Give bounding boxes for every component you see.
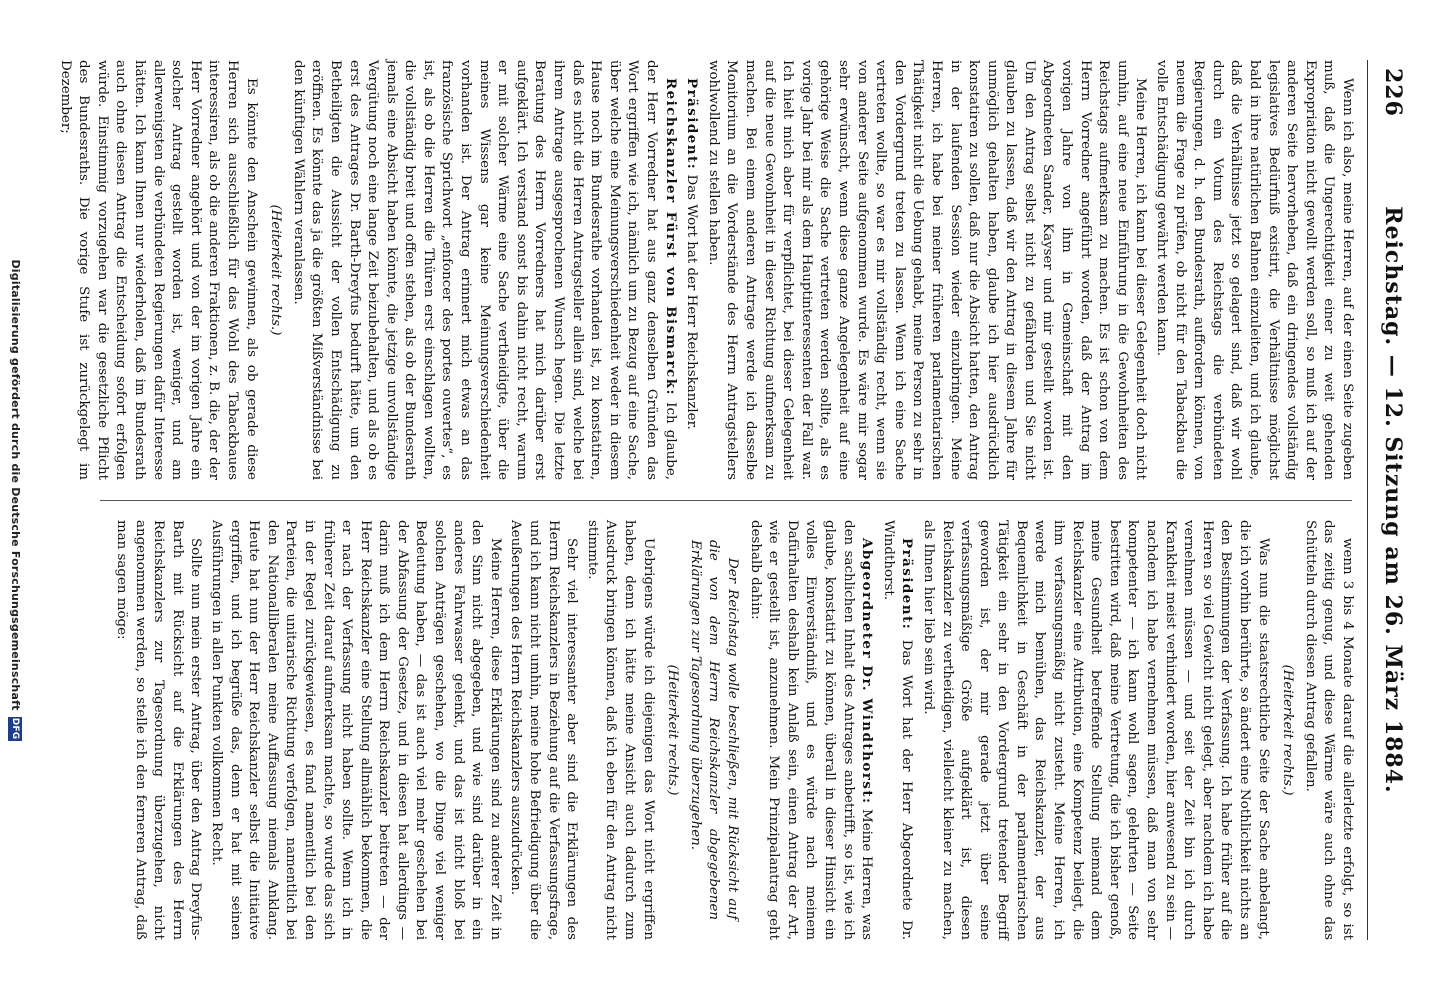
body-paragraph: Uebrigens würde ich diejenigen das Wort nicht ergriffen haben, denn ich hätte meine Ansicht auch dadurch zum Ausdruck bringen können, daß ich eben für den Antrag nicht stimmte.: [584, 520, 656, 940]
speech-paragraph: [878, 520, 916, 940]
left-column: [57, 60, 1356, 480]
speech-paragraph: [288, 60, 679, 480]
speech-paragraph: [682, 60, 702, 480]
header-rule: [1367, 60, 1368, 940]
body-paragraph: Meine Herren, ich kann bei dieser Gelegenheit doch nicht umhin, auf eine neue Einführung in die Gewohnheiten des Reichstags aufmerksam zu machen. Es ist schon von dem Herrn Vorredner angeführt worden, daß der Antrag im vorigen Jahre von ihm in Gemeinschaft mit den Abgeordneten Sander, Kayser und mir gestellt worden ist. Um den Antrag selbst nicht zu gefährden und Sie nicht glauben zu lassen, daß wir den Antrag in diesem Jahre für unmöglich gehalten haben, glaube ich hier ausdrücklich konstatiren zu sollen, daß nur die Absicht hatten, den Antrag in der laufenden Session wieder einzubringen. Meine Herren, ich habe bei meiner früheren parlamentarischen Thätigkeit nicht die Uebung gehabt, meine Person zu sehr in den Vordergrund treten zu lassen. Wenn ich eine Sache vertreten wollte, so war es mir vollständig recht, wenn sie von anderer Seite aufgenommen wurde. Es wäre mir sogar sehr erwünscht, wenn diese ganze Angelegenheit auf eine gehörige Weise die Sache vertreten werden sollte, als es vorige Jahr bei mir als dem Hauptinteressenten der Fall war. Ich hielt mich aber für verpflichtet, bei dieser Gelegenheit auf die neue Gewohnheit in dieser Richtung aufmerksam zu machen. Bei einem anderen Antrage werde ich dasselbe Monitorium an die Vorderstände des Herrn Antragstellers wohlwollend zu stellen haben.: [705, 60, 1149, 480]
running-head: Reichstag. — 12. Sitzung am 26. März 1884.: [1380, 206, 1406, 794]
footer-credit-text: Digitalisierung gefördert durch die Deutsche Forschungsgemeinschaft: [9, 259, 22, 711]
page-number: 226: [1380, 68, 1406, 117]
speech-text: Ich glaube, der Herr Vorredner hat aus ganz denselben Gründen das Wort ergriffen wie ich, nämlich um zu Bezug auf eine Sache, über welche eine Meinungsverschiedenheit weder in diesem Hause noch im Bundesrathe vorhanden ist, zu konstatiren, daß es nicht die Herren Antragsteller allein sind, welche bei ihrem Antrage ausgesprochenen Wunsch hegen. Die letzte Beratung des Herrn Vorredners hat mich darüber erst aufgeklärt. Ich verstand sonst bis dahin nicht recht, warum er mit solcher Wärme eine Sache vertheidigte, über die meines Wissens gar keine Meinungsverschiedenheit vorhanden ist. Der Antrag erinnert mich etwas an das französische Sprichwort „enfoncer des portes ouvertes“, es ist, als ob die Herren die Thüren erst einschlagen wollten, die vollständig breit und offen stehen, als ob der Bundesrath jemals eine Absicht haben könnte, die jetzige unvollständige Vergütung noch eine lange Zeit beizubehalten, und als ob es erst des Antrages Dr. Barth-Dreyfus bedurft hätte, um den Betheiligten die Aussicht der vollen Entschädigung zu eröffnen. Es könnte das ja die größten Mißverständnisse bei den künftigen Wählern veranlassen.: [290, 60, 678, 480]
footer-band: [0, 0, 30, 1000]
speech-text: Das Wort hat der Herr Abgeordnete Dr. Windthorst.: [880, 520, 915, 940]
right-column: [100, 520, 1356, 940]
speaker-name: Präsident:: [899, 538, 916, 631]
dfg-logo-icon: DFG: [10, 717, 20, 740]
speech-text: Das Wort hat der Herr Reichskanzler.: [684, 174, 700, 430]
stage-direction: (Heiterkeit rechts.): [665, 664, 681, 796]
body-paragraph: Wenn ich also, meine Herren, auf der einen Seite zugeben muß, daß die Ungerechtigkeit einer zu weit gehenden Expropriation nicht gewollt werden soll, so muß ich auf der anderen Seite hervorheben, daß ein dringendes vollständig legislatives Bedürfniß existirt, die Verhältnisse möglichst bald in ihre natürlichen Bahnen einzuleiten, und ich glaube, daß die Verhältnisse jetzt so gelagert sind, daß wir wohl durch ein Votum des Reichstags die verbündeten Regierungen, d. h. den Bundesrath, auffordern können, von neuem die Frage zu prüfen, ob nicht für den Tabackbau die volle Entschädigung gewährt werden kann.: [1154, 60, 1355, 480]
motion-quote: Der Reichstag wolle beschließen, mit Rücksicht auf die von dem Herrn Reichskanzler abgegebenen Erklärungen zur Tagesordnung überzugehen.: [687, 540, 740, 920]
page-header: [1362, 0, 1432, 1000]
speaker-name: Abgeordneter Dr. Windthorst:: [859, 538, 876, 805]
body-paragraph: Was nun die staatsrechtliche Seite der Sache anbelangt, die ich vorhin berührte, so ändert eine Nothlichkeit nichts an den Bestimmungen der Verfassung. Ich habe früher auf die Herren so viel Gewicht nicht gelegt, aber nachdem ich habe vernehmen müssen — und seit der Zeit bin ich durch Krankheit meist verhindert worden, hier anwesend zu sein — nachdem ich habe vernehmen müssen, daß man von sehr kompetenter — ich kann wohl sagen, gelehrten — Seite bestritten wird, daß meine Vertretung, die ich bisher genoß, meine Gesundheit betreffende Stellung niemand dem Reichskanzler eine Attribution, eine Kompetenz beilegt, die ihm verfassungsmäßig nicht zusteht. Meine Herren, ich werde mich bemühen, das Reichskanzler, der aus Bequemlichkeit in Geschäft in der parlamentarischen Tätigkeit ein sehr in den Vordergrund tretender Begriff geworden ist, der mir gerade jetzt über seine verfassungsmäßige Größe aufgeklärt ist, diesen Reichskanzler zu vertheidigen, vielleicht kleiner zu machen, als Ihnen hier lieb sein wird.: [920, 520, 1271, 940]
column-divider: [100, 500, 1352, 501]
speech-paragraph: [745, 520, 876, 940]
speech-text: Meine Herren, was den sachlichen Inhalt des Antrages anbetrifft, so ist, wie ich glaube, konstatirt zu können, überall in dieser Hinsicht ein volles Einverständniß, und es würde nach meinem Dafürhalten deshalb kein Anlaß sein, einen Antrag der Art, wie er gestellt ist, anzunehmen. Mein Prinzipalantrag geht deshalb dahin:: [747, 520, 875, 940]
footer-credit: [8, 0, 22, 1000]
body-paragraph: Meine Herren, diese Erklärungen sind zu anderer Zeit in den Sinn nicht abgegeben, und wie sind darüber in ein anderes Fahrwasser gelenkt, und das ist nicht bloß bei solchen Anträgen geschehen, wo die Dinge viel weniger Bedeutung haben, — das ist auch viel mehr geschehen bei der Abfassung der Gesetze, und in diesen hat allerdings — darin muß ich dem Herrn Reichskanzler beitreten — der Herr Reichskanzler eine Stellung allmählich bekommen, die er nach der Verfassung nicht haben sollte. Wenn ich in früherer Zeit darauf aufmerksam machte, so wurde das sich in der Regel zurückgewiesen, es fand namentlich bei den Parteien, die unitarische Richtung verfolgen, namentlich bei den Nationalliberalen meine Auffassung niemals Anklang. Heute hat nun der Herr Reichskanzler selbst die Initiative ergriffen, und ich begrüße das, denn er hat mit seinen Ausführungen in allen Punkten vollkommen Recht.: [208, 520, 503, 940]
body-paragraph: Es könnte den Anschein gewinnen, als ob gerade diese Herren sich ausschließlich für das Wohl des Tabackbaues interessiren, als ob die anderen Fraktionen, z. B. die, der der Herr Vorredner angehört und von der im vorigen Jahre ein solcher Antrag gestellt worden ist, weniger, und am allerwenigsten die verbündeten Regierungen dafür Interesse hätten. Ich kann Ihnen nur wiederholen, daß im Bundesrath auch ohne diesen Antrag die Entscheidung sofort erfolgen würde. Einstimmig vorzugehen war die gesetzliche Pflicht des Bundesraths. Die vorige Stufe ist zurückgelegt im Dezember;: [57, 60, 259, 480]
body-paragraph: wenn 3 bis 4 Monate darauf die allerletzte erfolgt, so ist das zeitig genug, und diese Wärme wäre auch ohne das Schütteln durch diesen Antrag gefallen.: [1302, 520, 1355, 940]
stage-direction: (Heiterkeit rechts.): [1280, 664, 1296, 796]
stage-direction: (Heiterkeit rechts.): [268, 204, 284, 336]
body-paragraph: Sehr viel interessanter aber sind die Erklärungen des Herrn Reichskanzlers in Beziehung auf die Verfassungsfrage, und ich kann nicht umhin, meine hohe Befriedigung über die Aeußerungen des Herrn Reichskanzlers auszudrücken.: [508, 520, 580, 940]
body-paragraph: Sollte nun mein erster Antrag, über den Antrag Dreyfus-Barth mit Rücksicht auf die Erklärungen des Herrn Reichskanzlers zur Tagesordnung überzugehen, nicht angenommen werden, so stelle ich den ferneren Antrag, daß man sagen möge:: [114, 520, 204, 940]
speaker-name: Präsident:: [684, 78, 701, 171]
speaker-name: Reichskanzler Fürst von Bismarck:: [662, 78, 679, 396]
